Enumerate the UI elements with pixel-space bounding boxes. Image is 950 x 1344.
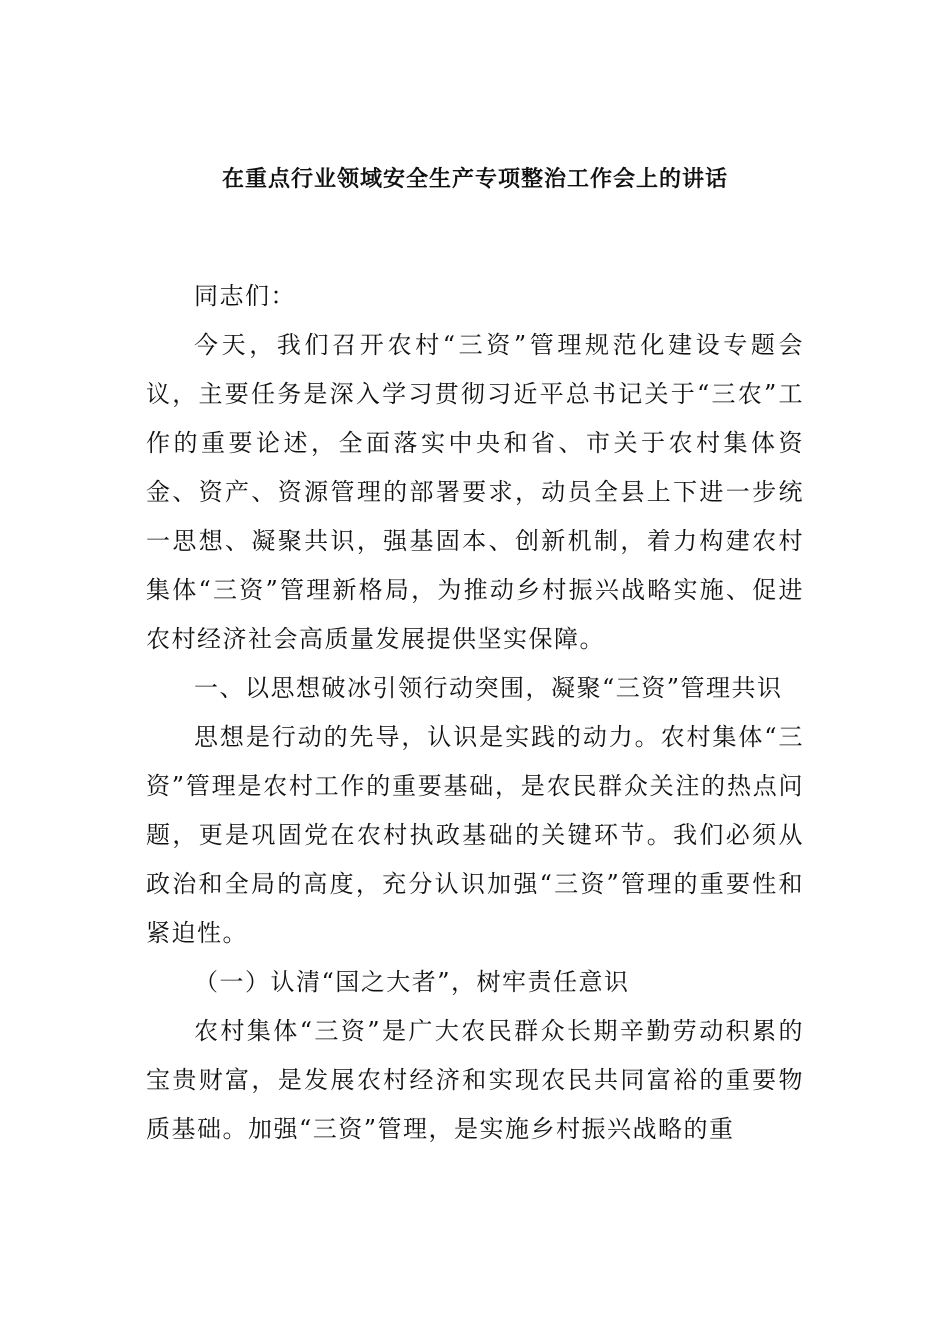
paragraph-subsection-1: 农村集体“三资”是广大农民群众长期辛勤劳动积累的宝贵财富，是发展农村经济和实现农民共同富裕的重要物质基础。加强“三资”管理，是实施乡村振兴战略的重 <box>146 1017 804 1143</box>
paragraph-section-1: 思想是行动的先导，认识是实践的动力。农村集体“三资”管理是农村工作的重要基础，是农民群众关注的热点问题，更是巩固党在农村执政基础的关键环节。我们必须从政治和全局的高度，充分认识加强“三资”管理的重要性和紧迫性。 <box>146 723 804 947</box>
document-title: 在重点行业领域安全生产专项整治工作会上的讲话 <box>221 167 728 192</box>
document-body <box>146 272 804 1154</box>
subsection-heading-1: （一）认清“国之大者”，树牢责任意识 <box>194 968 630 996</box>
salutation: 同志们： <box>194 282 296 310</box>
section-heading-1: 一、以思想破冰引领行动突围，凝聚“三资”管理共识 <box>194 674 783 702</box>
paragraph-intro: 今天，我们召开农村“三资”管理规范化建设专题会议，主要任务是深入学习贯彻习近平总书记关于“三农”工作的重要论述，全面落实中央和省、市关于农村集体资金、资产、资源管理的部署要求，动员全县上下进一步统一思想、凝聚共识，强基固本、创新机制，着力构建农村集体“三资”管理新格局，为推动乡村振兴战略实施、促进农村经济社会高质量发展提供坚实保障。 <box>146 331 804 653</box>
